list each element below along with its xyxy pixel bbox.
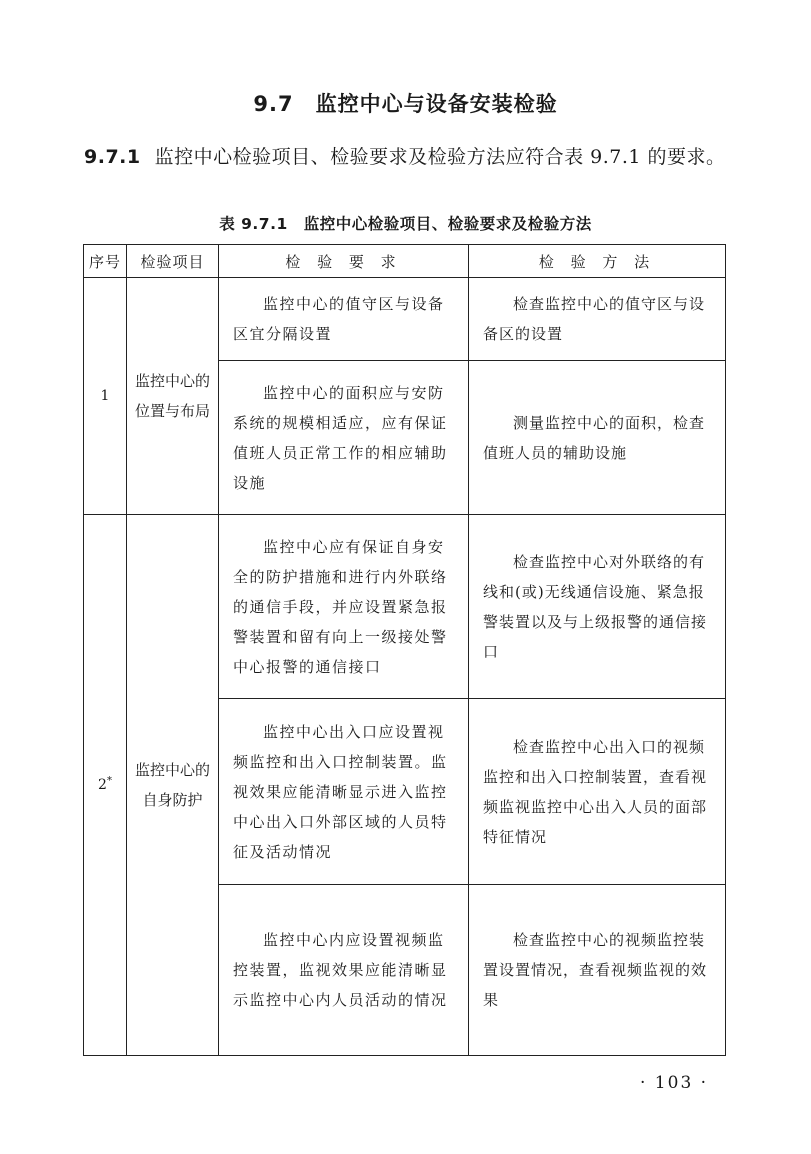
requirement-cell [219,515,469,699]
header-method: 检 验 方 法 [469,245,726,278]
requirement-text: 监控中心的值守区与设备区宜分隔设置 [233,295,445,343]
requirement-cell [219,699,469,885]
header-index: 序号 [84,245,127,278]
table-caption-number: 表 9.7.1 [219,215,288,233]
section-title: 监控中心与设备安装检验 [315,92,558,116]
row-index-cell [84,515,127,1056]
item-cell [127,278,219,515]
row-index: 1 [100,388,110,404]
section-heading [0,88,811,118]
method-text: 检查监控中心的视频监控装置设置情况，查看视频监视的效果 [483,931,708,1009]
method-text: 检查监控中心对外联络的有线和(或)无线通信设施、紧急报警装置以及与上级报警的通信接口 [483,552,708,661]
method-cell [469,361,726,515]
table-caption-title: 监控中心检验项目、检验要求及检验方法 [303,215,592,233]
method-text: 检查监控中心的值守区与设备区的设置 [483,295,706,343]
header-requirement: 检 验 要 求 [219,245,469,278]
inspection-table [83,244,726,1056]
table-header-row [84,245,726,278]
row-index: 2 [98,777,107,793]
requirement-text: 监控中心的面积应与安防系统的规模相适应，应有保证值班人员正常工作的相应辅助设施 [233,383,448,492]
requirement-cell [219,278,469,361]
requirement-cell [219,361,469,515]
item-text: 监控中心的位置与布局 [134,372,210,420]
requirement-text: 监控中心应有保证自身安全的防护措施和进行内外联络的通信手段，并应设置紧急报警装置和留有向上一级接处警中心报警的通信接口 [233,537,448,676]
row-index-cell [84,278,127,515]
requirement-text: 监控中心内应设置视频监控装置，监视效果应能清晰显示监控中心内人员活动的情况 [233,931,448,1009]
item-cell [127,515,219,1056]
clause-text: 监控中心检验项目、检验要求及检验方法应符合表 9.7.1 的要求。 [154,146,726,168]
table-row [84,515,726,699]
clause-number: 9.7.1 [84,146,141,168]
page-number: · 103 · [640,1073,709,1093]
header-item: 检验项目 [127,245,219,278]
method-cell [469,515,726,699]
clause-paragraph [84,140,734,174]
table-caption [0,212,811,234]
item-text: 监控中心的自身防护 [134,761,210,809]
method-cell [469,885,726,1056]
row-index-mark: * [106,775,112,787]
method-cell [469,699,726,885]
method-text: 检查监控中心出入口的视频监控和出入口控制装置，查看视频监视监控中心出入人员的面部特征情况 [483,737,708,846]
requirement-text: 监控中心出入口应设置视频监控和出入口控制装置。监视效果应能清晰显示进入监控中心出入口外部区域的人员特征及活动情况 [233,722,448,861]
method-cell [469,278,726,361]
method-text: 测量监控中心的面积，检查值班人员的辅助设施 [483,413,706,462]
section-number: 9.7 [253,92,294,116]
requirement-cell [219,885,469,1056]
table-row [84,278,726,361]
